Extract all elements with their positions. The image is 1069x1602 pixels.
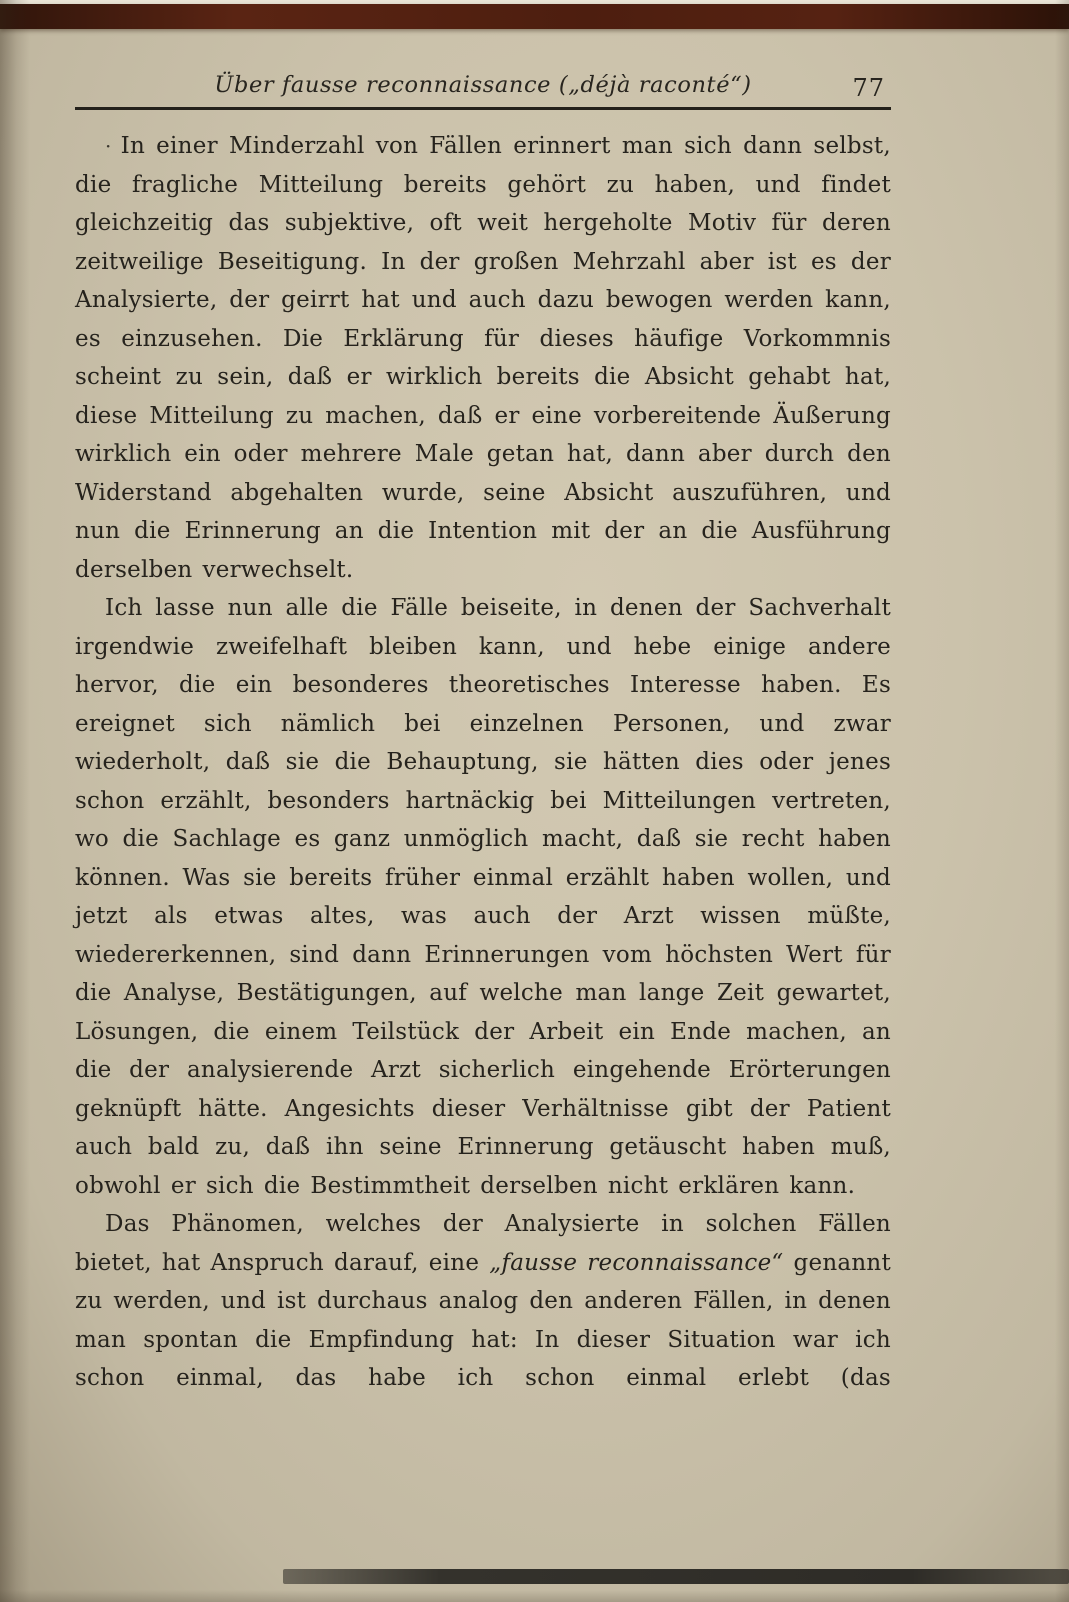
page-number: 77 (852, 74, 885, 102)
paragraph (75, 127, 891, 589)
fausse-reconnaissance-term: „fausse reconnaissance“ (489, 1249, 784, 1276)
paragraph-text: Ich lasse nun alle die Fälle beiseite, in denen der Sachverhalt irgendwie zweifelhaft bleiben kann, und hebe einige andere hervor, die ein besonderes theoretisches Interesse haben. Es ereignet sich nämlich bei einzelnen Personen, und zwar wiederholt, daß sie die Behauptung, sie hätten dies oder jenes schon erzählt, besonders hartnäckig bei Mitteilungen vertreten, wo die Sachlage es ganz unmöglich macht, daß sie recht haben können. Was sie bereits früher einmal erzählt haben wollen, und jetzt als etwas altes, was auch der Arzt wissen müßte, wiedererkennen, sind dann Erinnerungen vom höchsten Wert für die Analyse, Bestätigungen, auf welche man lange Zeit gewartet, Lösungen, die einem Teilstück der Arbeit ein Ende machen, an die der analysierende Arzt sicherlich eingehende Erörterungen geknüpft hätte. Angesichts dieser Verhältnisse gibt der Patient auch bald zu, daß ihn seine Erinnerung getäuscht haben muß, obwohl er sich die Bestimmtheit derselben nicht erklären kann. (75, 595, 891, 1199)
paragraph (75, 589, 891, 1205)
scan-bottom-shadow (0, 1590, 1069, 1602)
running-title: Über fausse reconnaissance („déjà raconté“) (214, 72, 752, 98)
page-body (75, 72, 891, 1398)
paragraph-text: genannt zu werden, und ist durchaus analog den anderen Fällen, in denen man spontan die Empfindung hat: In dieser Situation war ich schon einmal, das habe ich schon einmal erlebt (das (75, 1249, 891, 1391)
paragraph-text: Das Phänomen, welches der Analysierte in solchen Fällen bietet, hat Anspruch darauf, eine (75, 1211, 891, 1276)
scan-right-shadow (1055, 0, 1069, 1602)
header-rule (75, 107, 891, 110)
scan-top-edge-band (0, 4, 1069, 29)
scan-bottom-edge-band (283, 1569, 1069, 1584)
paragraph (75, 1205, 891, 1398)
page-header (75, 72, 891, 110)
ink-speck: · (105, 134, 112, 158)
paragraph-text: In einer Minderzahl von Fällen erinnert man sich dann selbst, die fragliche Mitteilung bereits gehört zu haben, und findet gleichzeitig das subjektive, oft weit hergeholte Motiv für deren zeitweilige Beseitigung. In der großen Mehrzahl aber ist es der Analysierte, der geirrt hat und auch dazu bewogen werden kann, es einzusehen. Die Erklärung für dieses häufige Vorkommnis scheint zu sein, daß er wirklich bereits die Absicht gehabt hat, diese Mitteilung zu machen, daß er eine vorbereitende Äußerung wirklich ein oder mehrere Male getan hat, dann aber durch den Widerstand abgehalten wurde, seine Absicht auszuführen, und nun die Erinnerung an die Intention mit der an die Ausführung derselben verwechselt. (75, 133, 891, 583)
scan-left-shadow (0, 0, 30, 1602)
running-header-row (75, 72, 891, 102)
text-block (75, 127, 891, 1398)
